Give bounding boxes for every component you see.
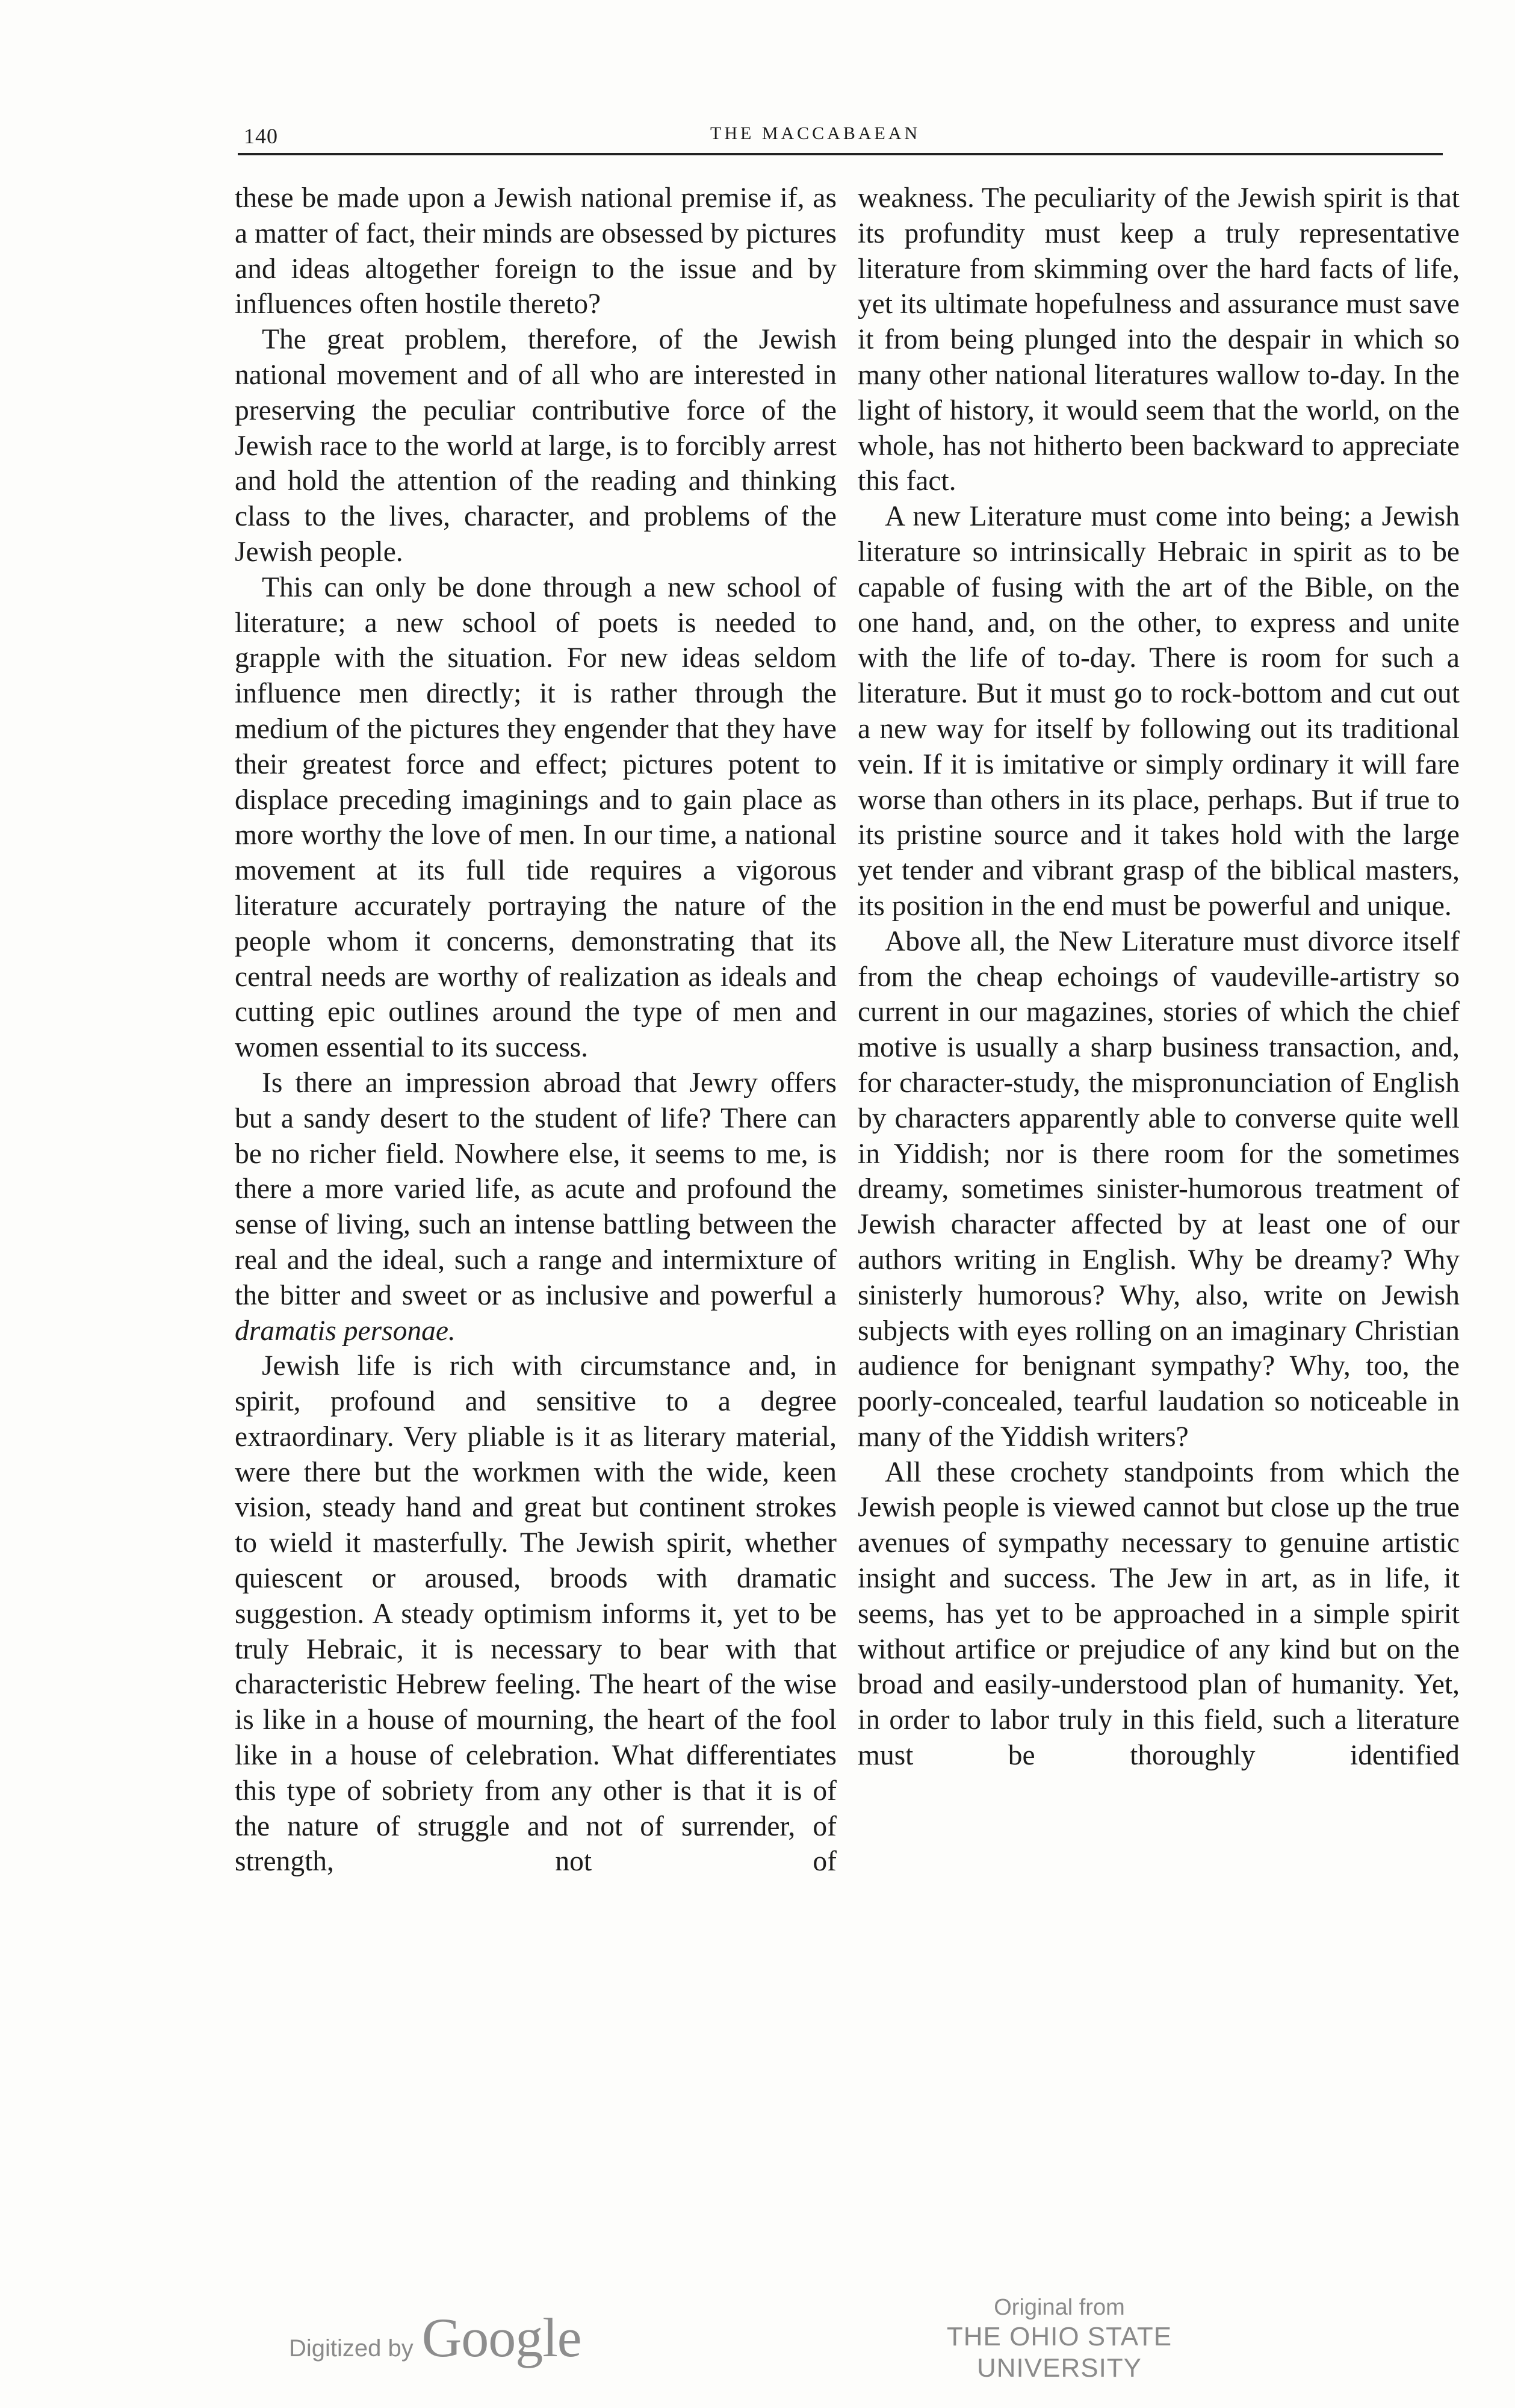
left-column: [235, 181, 837, 1879]
paragraph: The great problem, therefore, of the Jewish national movement and of all who are interested in preserving the peculiar contributive force of the Jewish race to the world at large, is to forcibly arrest and hold the attention of the reading and thinking class to the lives, character, and problems of the Jewish people.: [235, 324, 837, 568]
paragraph: Above all, the New Literature must divorce itself from the cheap echoings of vaudeville-artistry so current in our magazines, stories of which the chief motive is usually a sharp business transaction, and, for character-study, the mispronunciation of English by characters apparently able to converse quite well in Yiddish; nor is there room for the sometimes dreamy, sometimes sinister-humorous treatment of Jewish character affected by at least one of our authors writing in English. Why be dreamy? Why sinisterly humorous? Why, also, write on Jewish subjects with eyes rolling on an imaginary Christian audience for benignant sympathy? Why, too, the poorly-concealed, tearful laudation so noticeable in many of the Yiddish writers?: [858, 925, 1460, 1453]
original-from-watermark: [861, 2294, 1258, 2384]
right-column: [858, 181, 1460, 1773]
university-label: THE OHIO STATE UNIVERSITY: [946, 2322, 1173, 2383]
running-head: THE MACCABAEAN: [710, 123, 921, 143]
paragraph: weakness. The peculiarity of the Jewish spirit is that its profundity must keep a truly representative literature from skimming over the hard facts of life, yet its ultimate hopefulness and assurance must save it from being plunged into the despair in which so many other national literatures wallow to-day. In the light of history, it would seem that the world, on the whole, has not hitherto been backward to appreciate this fact.: [858, 182, 1460, 497]
google-logo: Google: [421, 2307, 581, 2368]
header-rule: [238, 153, 1443, 155]
digitized-by-watermark: [289, 2306, 581, 2369]
italic-phrase: dramatis personae.: [235, 1315, 456, 1347]
paragraph: [235, 1066, 837, 1348]
digitized-by-label: Digitized by: [289, 2335, 414, 2362]
page-number: 140: [244, 124, 278, 148]
paragraph: All these crochety standpoints from which the Jewish people is viewed cannot but close up the true avenues of sympathy necessary to genuine artistic insight and success. The Jew in art, as in life, it seems, has yet to be approached in a simple spirit without artifice or prejudice of any kind but on the broad and easily-understood plan of humanity. Yet, in order to labor truly in this field, such a literature must be thoroughly identified: [858, 1456, 1460, 1772]
original-from-label: Original from: [994, 2295, 1125, 2320]
paragraph: A new Literature must come into being; a Jewish literature so intrinsically Hebraic in spirit as to be capable of fusing with the art of the Bible, on the one hand, and, on the other, to express and unite with the life of to-day. There is room for such a literature. But it must go to rock-bottom and cut out a new way for itself by following out its traditional vein. If it is imitative or simply ordinary it will fare worse than others in its place, perhaps. But if true to its pristine source and it takes hold with the large yet tender and vibrant grasp of the biblical masters, its position in the end must be powerful and unique.: [858, 501, 1460, 922]
paragraph: these be made upon a Jewish national premise if, as a matter of fact, their minds are obsessed by pictures and ideas altogether foreign to the issue and by influences often hostile thereto?: [235, 182, 837, 320]
paragraph: Jewish life is rich with circumstance and, in spirit, profound and sensitive to a degree extraordinary. Very pliable is it as literary material, were there but the workmen with the wide, keen vision, steady hand and great but continent strokes to wield it masterfully. The Jewish spirit, whether quiescent or aroused, broods with dramatic suggestion. A steady optimism informs it, yet to be truly Hebraic, it is necessary to bear with that characteristic Hebrew feeling. The heart of the wise is like in a house of mourning, the heart of the fool like in a house of celebration. What differentiates this type of sobriety from any other is that it is of the nature of struggle and not of surrender, of strength, not of: [235, 1350, 837, 1878]
paragraph-text: Is there an impression abroad that Jewry offers but a sandy desert to the student of life? There can be no richer field. Nowhere else, it seems to me, is there a more varied life, as acute and profound the sense of living, such an intense battling between the real and the ideal, such a range and intermixture of the bitter and sweet or as inclusive and powerful a: [235, 1067, 837, 1311]
paragraph: This can only be done through a new school of literature; a new school of poets is needed to grapple with the situation. For new ideas seldom influence men directly; it is rather through the medium of the pictures they engender that they have their greatest force and effect; pictures potent to displace preceding imaginings and to gain place as more worthy the love of men. In our time, a national movement at its full tide requires a vigorous literature accurately portraying the nature of the people whom it concerns, demonstrating that its central needs are worthy of realization as ideals and cutting epic outlines around the type of men and women essential to its success.: [235, 571, 837, 1064]
